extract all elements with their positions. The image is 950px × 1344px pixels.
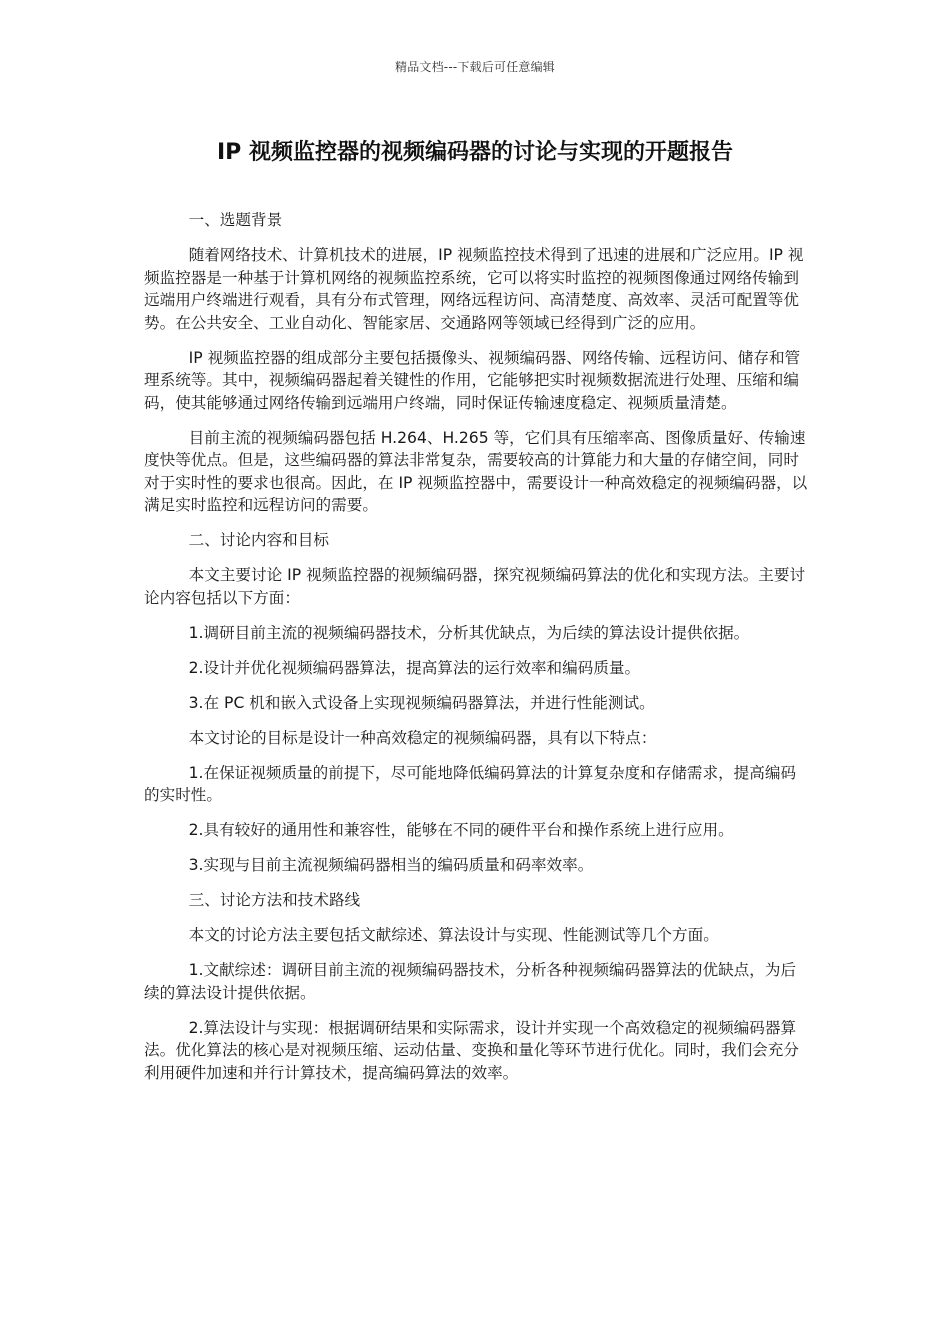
list-item: 3.在 PC 机和嵌入式设备上实现视频编码器算法，并进行性能测试。	[188, 693, 655, 712]
paragraph: 随着网络技术、计算机技术的进展，IP 视频监控技术得到了迅速的进展和广泛应用。IP 视频监控器是一种基于计算机网络的视频监控系统，它可以将实时监控的视频图像通过网络传输到远端用户终端进行观看，具有分布式管理，网络远程访问、高清楚度、高效率、灵活可配置等优势。在公共安全、工业自动化、智能家居、交通路网等领域已经得到广泛的应用。	[144, 246, 804, 332]
paragraph: 目前主流的视频编码器包括 H.264、H.265 等，它们具有压缩率高、图像质量好、传输速度快等优点。但是，这些编码器的算法非常复杂，需要较高的计算能力和大量的存储空间，同时对于实时性的要求也很高。因此，在 IP 视频监控器中，需要设计一种高效稳定的视频编码器，以满足实时监控和远程访问的需要。	[144, 428, 808, 514]
paragraph: 本文主要讨论 IP 视频监控器的视频编码器，探究视频编码算法的优化和实现方法。主要讨论内容包括以下方面：	[144, 566, 806, 607]
page-title: IP 视频监控器的视频编码器的讨论与实现的开题报告	[217, 140, 733, 165]
document-body	[144, 209, 810, 1097]
paragraph: 本文的讨论方法主要包括文献综述、算法设计与实现、性能测试等几个方面。	[188, 926, 719, 944]
header-note: 精品文档---下载后可任意编辑	[395, 60, 555, 74]
paragraph: IP 视频监控器的组成部分主要包括摄像头、视频编码器、网络传输、远程访问、储存和管理系统等。其中，视频编码器起着关键性的作用，它能够把实时视频数据流进行处理、压缩和编码，使其能够通过网络传输到远端用户终端，同时保证传输速度稳定、视频质量清楚。	[144, 348, 801, 412]
paragraph: 本文讨论的目标是设计一种高效稳定的视频编码器，具有以下特点：	[188, 728, 657, 747]
list-item: 2.算法设计与实现：根据调研结果和实际需求，设计并实现一个高效稳定的视频编码器算法。优化算法的核心是对视频压缩、运动估量、变换和量化等环节进行优化。同时，我们会充分利用硬件加速和并行计算技术，提高编码算法的效率。	[144, 1018, 799, 1082]
list-item: 2.具有较好的通用性和兼容性，能够在不同的硬件平台和操作系统上进行应用。	[188, 821, 734, 839]
section-heading-content-goals: 二、讨论内容和目标	[188, 531, 329, 549]
list-item: 2.设计并优化视频编码器算法，提高算法的运行效率和编码质量。	[188, 658, 641, 677]
section-heading-background: 一、选题背景	[188, 211, 283, 229]
list-item: 1.调研目前主流的视频编码器技术，分析其优缺点，为后续的算法设计提供依据。	[188, 623, 750, 642]
list-item: 1.在保证视频质量的前提下，尽可能地降低编码算法的计算复杂度和存储需求，提高编码的实时性。	[144, 763, 797, 804]
list-item: 1.文献综述：调研目前主流的视频编码器技术，分析各种视频编码器算法的优缺点，为后续的算法设计提供依据。	[144, 961, 797, 1002]
section-heading-methods: 三、讨论方法和技术路线	[188, 891, 361, 909]
list-item: 3.实现与目前主流视频编码器相当的编码质量和码率效率。	[188, 856, 594, 874]
